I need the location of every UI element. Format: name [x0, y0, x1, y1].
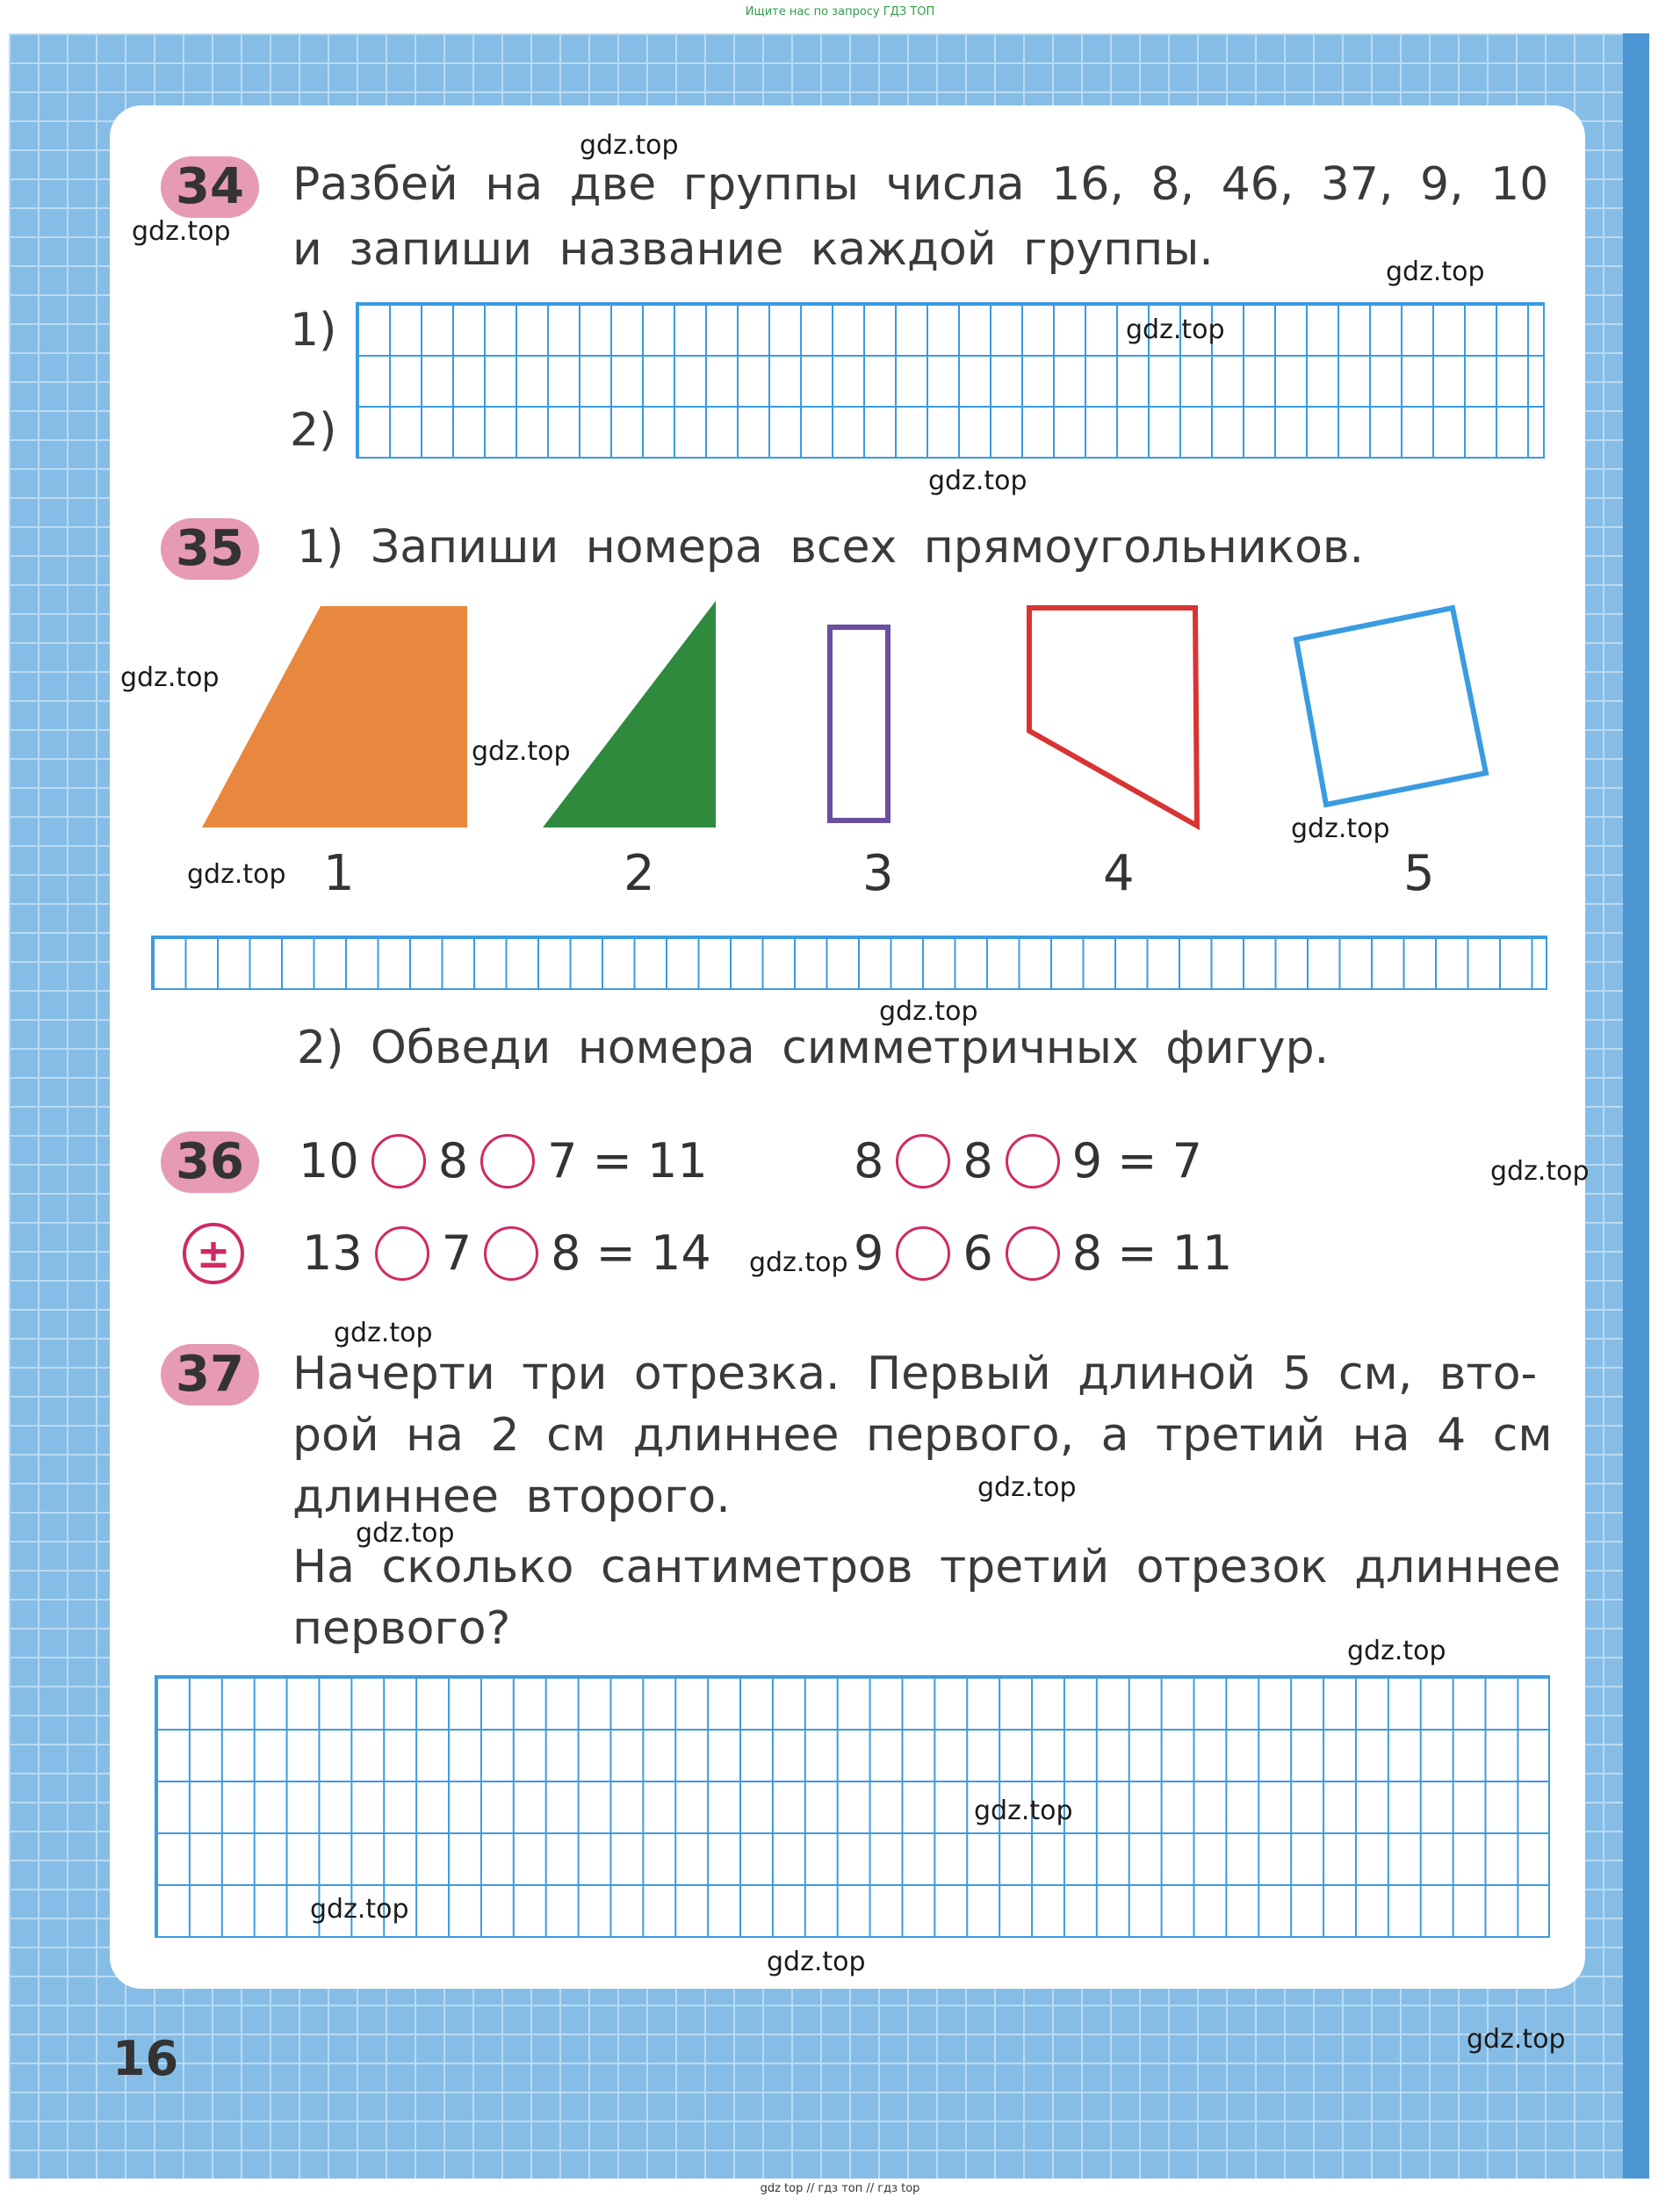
equation-1 [299, 1133, 708, 1189]
task-34-row-2-label: 2) [290, 404, 337, 457]
equation-1-tail: 7 = 11 [547, 1133, 708, 1189]
watermark: gdz.top [767, 1947, 866, 1977]
shape-label-5: 5 [1403, 845, 1435, 902]
task-35-badge: 35 [161, 518, 259, 580]
equation-3 [302, 1225, 711, 1281]
sign-circle[interactable] [484, 1226, 538, 1281]
equation-1-term-2: 8 [437, 1133, 469, 1189]
watermark: gdz.top [749, 1247, 848, 1278]
watermark: gdz.top [187, 859, 286, 890]
watermark: gdz.top [580, 130, 679, 161]
watermark: gdz.top [310, 1894, 409, 1925]
watermark: gdz.top [977, 1472, 1077, 1503]
watermark: gdz.top [974, 1796, 1073, 1826]
watermark: gdz.top [334, 1318, 433, 1348]
watermark: gdz.top [472, 736, 571, 767]
shape-label-2: 2 [624, 845, 655, 902]
task-34-line-1: Разбей на две группы числа 16, 8, 46, 37, 9, 10 [292, 158, 1549, 211]
equation-4-tail: 8 = 11 [1071, 1225, 1233, 1281]
sign-circle[interactable] [896, 1226, 950, 1281]
watermark: gdz.top [1291, 813, 1390, 844]
sign-circle[interactable] [896, 1134, 950, 1189]
plus-minus-icon: ± [183, 1223, 244, 1284]
equation-4-term-1: 9 [854, 1225, 884, 1281]
watermark: gdz.top [1126, 314, 1225, 345]
shape-1-trapezoid [202, 606, 467, 827]
sign-circle[interactable] [375, 1226, 429, 1281]
watermark: gdz.top [132, 216, 231, 247]
task-35-part-2: 2) Обведи номера симметричных фигур. [297, 1022, 1330, 1074]
task-36-badge: 36 [161, 1131, 259, 1193]
top-note: Ищите нас по запросу ГДЗ ТОП [745, 5, 935, 18]
task-37-line-2: рой на 2 см длиннее первого, а третий на 4 см [292, 1409, 1553, 1462]
task-37-line-3: длиннее второго. [292, 1471, 731, 1523]
equation-2-term-1: 8 [854, 1133, 884, 1189]
watermark: gdz.top [879, 996, 978, 1027]
watermark: gdz.top [1467, 2024, 1566, 2055]
sign-circle[interactable] [1006, 1226, 1060, 1281]
task-37-line-5: первого? [292, 1602, 511, 1655]
watermark: gdz.top [120, 662, 220, 693]
sign-circle[interactable] [371, 1134, 426, 1189]
task-34-answer-grid[interactable] [356, 302, 1545, 459]
task-35-part-1: 1) Запиши номера всех прямоугольников. [297, 521, 1365, 574]
equation-3-term-2: 7 [441, 1225, 472, 1281]
shape-label-3: 3 [862, 845, 894, 902]
page-number: 16 [112, 2031, 179, 2086]
shape-5-square [1296, 608, 1486, 805]
sign-circle[interactable] [480, 1134, 535, 1189]
watermark: gdz.top [1490, 1156, 1590, 1187]
watermark: gdz.top [356, 1518, 455, 1549]
task-34-line-2: и запиши название каждой группы. [292, 223, 1214, 276]
shape-3-rectangle [830, 627, 888, 820]
task-37-line-1: Начерти три отрезка. Первый длиной 5 см, вто- [292, 1348, 1538, 1400]
equation-2-term-2: 8 [963, 1133, 993, 1189]
shape-4-quadrilateral [1029, 608, 1197, 826]
task-37-badge: 37 [161, 1344, 259, 1406]
task-37-line-4: На сколько сантиметров третий отрезок длиннее [292, 1541, 1561, 1593]
task-34-row-1-label: 1) [290, 304, 337, 357]
watermark: gdz.top [1347, 1636, 1446, 1666]
page-frame-strip [1623, 33, 1649, 2179]
equation-2-tail: 9 = 7 [1071, 1133, 1203, 1189]
equation-3-tail: 8 = 14 [551, 1225, 711, 1281]
equation-4 [854, 1225, 1232, 1281]
shapes-figure [202, 597, 1537, 835]
task-35-answer-grid[interactable] [151, 936, 1547, 990]
equation-3-term-1: 13 [302, 1225, 363, 1281]
watermark: gdz.top [1386, 257, 1485, 287]
bottom-note: gdz top // гдз топ // гдз top [760, 2182, 920, 2195]
watermark: gdz.top [928, 466, 1027, 496]
sign-circle[interactable] [1006, 1134, 1060, 1189]
equation-2 [854, 1133, 1202, 1189]
shape-label-4: 4 [1103, 845, 1135, 902]
shape-2-triangle [543, 601, 716, 827]
equation-1-term-1: 10 [299, 1133, 359, 1189]
shape-label-1: 1 [323, 845, 355, 902]
equation-4-term-2: 6 [963, 1225, 993, 1281]
task-34-badge: 34 [161, 156, 259, 218]
